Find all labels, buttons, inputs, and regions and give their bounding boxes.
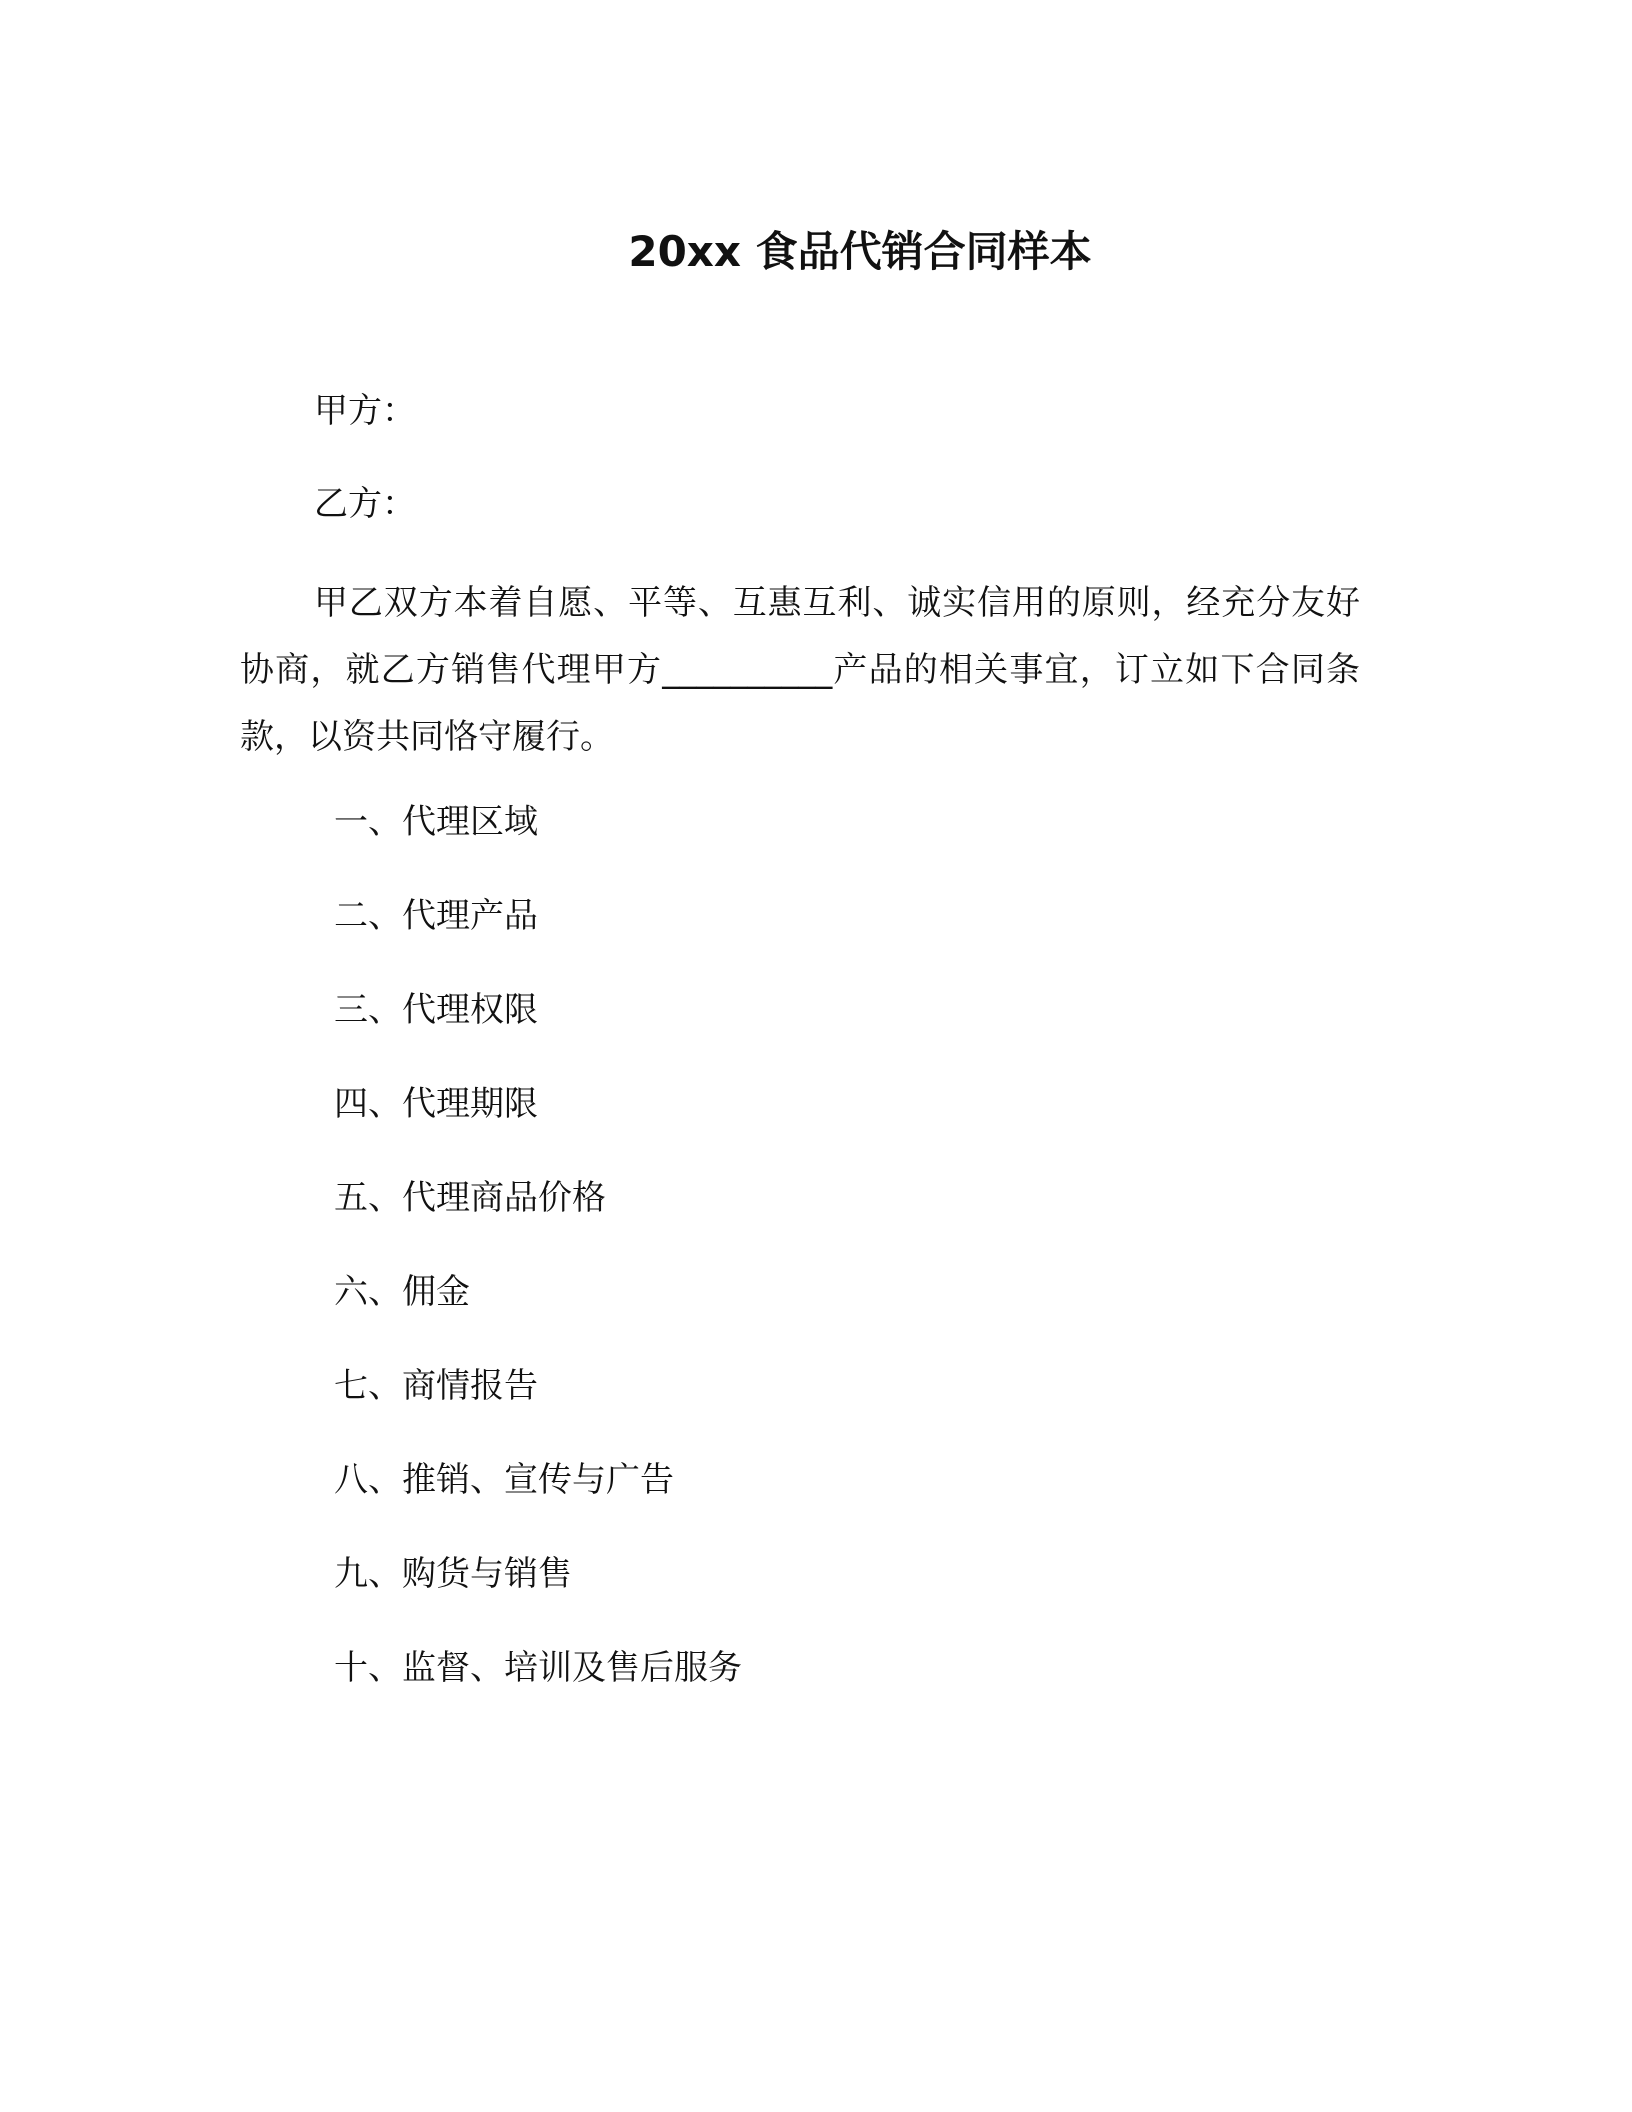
intro-paragraph: 甲乙双方本着自愿、平等、互惠互利、诚实信用的原则，经充分友好协商，就乙方销售代理甲方__________产品的相关事宜，订立如下合同条款，以资共同恪守履行。 bbox=[240, 583, 1360, 757]
clause-item: 九、购货与销售 bbox=[334, 1554, 572, 1594]
clause-item: 二、代理产品 bbox=[334, 896, 538, 936]
party-b-label: 乙方： bbox=[314, 484, 416, 524]
clause-item: 四、代理期限 bbox=[334, 1084, 538, 1124]
clause-item: 十、监督、培训及售后服务 bbox=[334, 1648, 742, 1688]
clause-item: 一、代理区域 bbox=[334, 802, 538, 842]
party-a-label: 甲方： bbox=[314, 391, 416, 431]
clause-item: 六、佣金 bbox=[334, 1272, 470, 1312]
clause-item: 三、代理权限 bbox=[334, 990, 538, 1030]
clause-item: 七、商情报告 bbox=[334, 1366, 538, 1406]
document-title: 20xx 食品代销合同样本 bbox=[628, 227, 1092, 276]
clause-item: 八、推销、宣传与广告 bbox=[334, 1460, 674, 1500]
clause-list bbox=[334, 797, 742, 1737]
clause-item: 五、代理商品价格 bbox=[334, 1178, 606, 1218]
